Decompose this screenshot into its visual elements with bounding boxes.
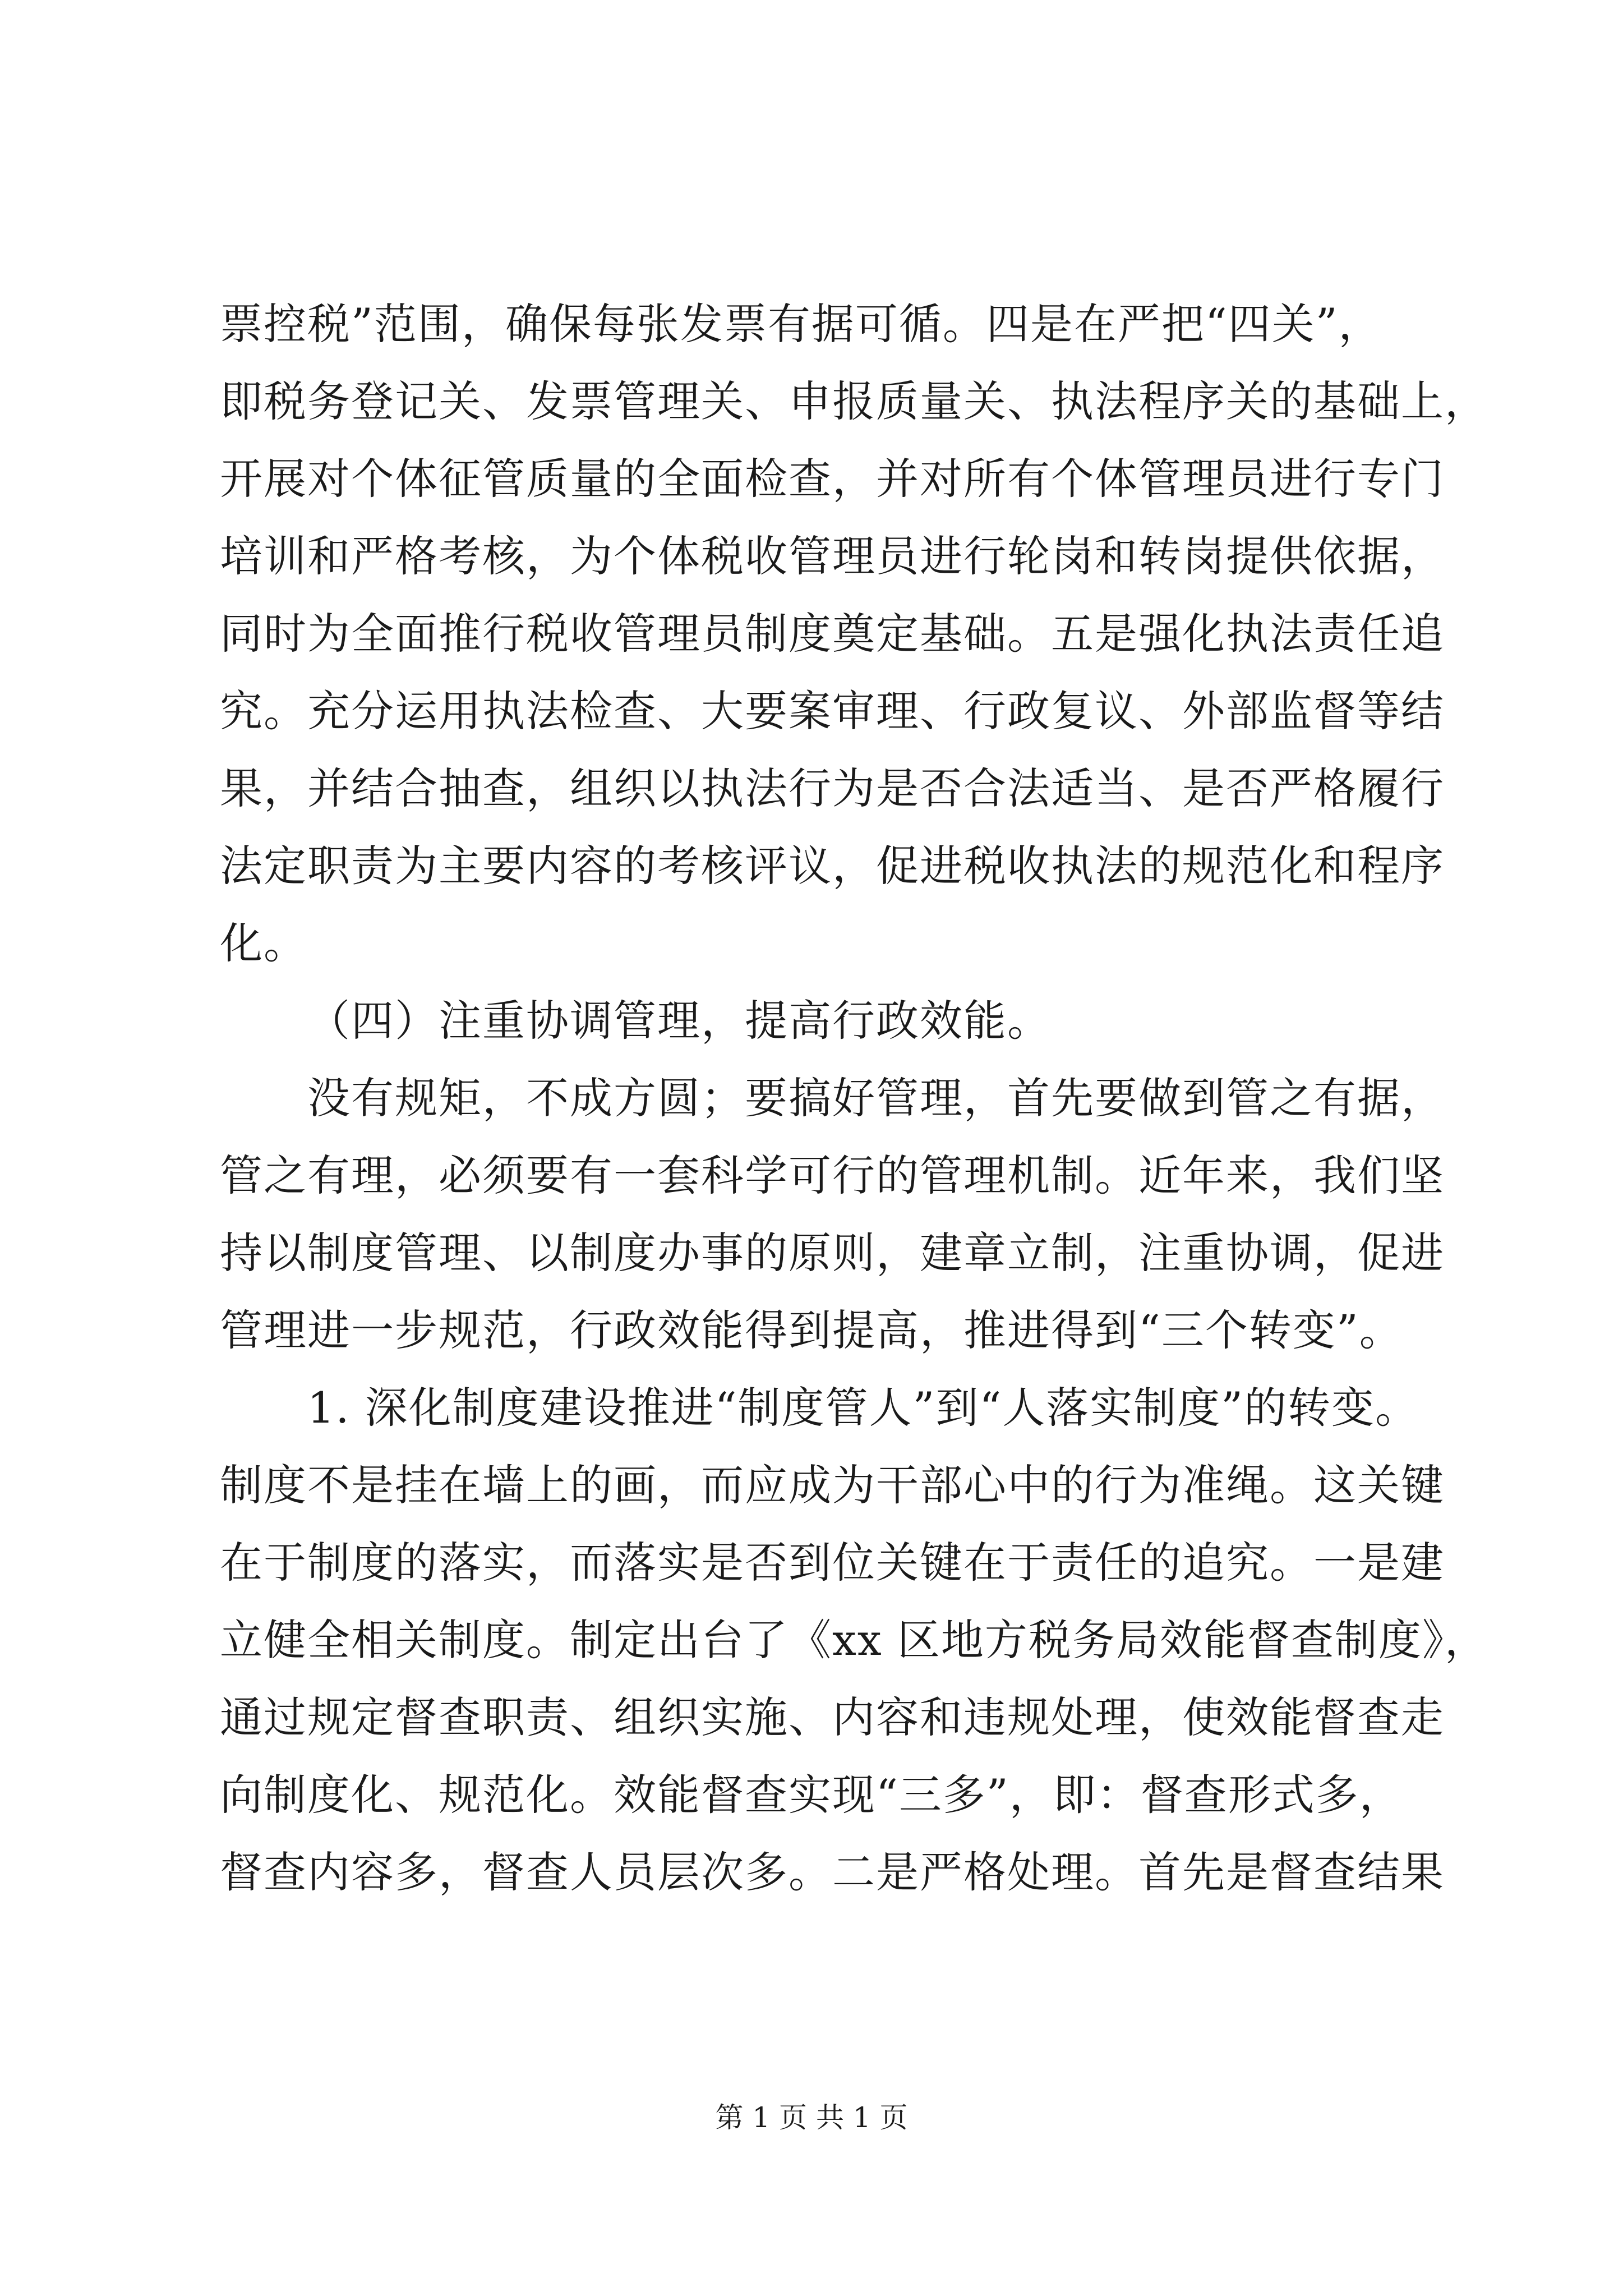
text-line-13: 持以制度管理、以制度办事的原则，建章立制，注重协调，促进 — [220, 1228, 1445, 1278]
text-line-12: 管之有理，必须要有一套科学可行的管理机制。近年来，我们坚 — [220, 1151, 1445, 1200]
text-line-11: 没有规矩，不成方圆；要搞好管理，首先要做到管之有据， — [307, 1073, 1445, 1123]
text-line-6: 究。充分运用执法检查、大要案审理、行政复议、外部监督等结 — [220, 686, 1445, 736]
text-line-9: 化。 — [220, 918, 307, 968]
section-heading: （四）注重协调管理，提高行政效能。 — [307, 996, 1051, 1046]
subsection-heading: 1. 深化制度建设推进“制度管人”到“人落实制度”的转变。 — [307, 1383, 1419, 1433]
text-line-7: 果，并结合抽查，组织以执法行为是否合法适当、是否严格履行 — [220, 763, 1445, 813]
text-line-14: 管理进一步规范，行政效能得到提高，推进得到“三个转变”。 — [220, 1305, 1403, 1355]
text-line-18: 立健全相关制度。制定出台了《xx 区地方税务局效能督查制度》， — [220, 1615, 1488, 1665]
text-line-16: 制度不是挂在墙上的画，而应成为干部心中的行为准绳。这关键 — [220, 1460, 1445, 1510]
page-footer: 第 1 页 共 1 页 — [715, 2101, 908, 2134]
text-line-3: 开展对个体征管质量的全面检查，并对所有个体管理员进行专门 — [220, 454, 1445, 504]
text-line-21: 督查内容多，督查人员层次多。二是严格处理。首先是督查结果 — [220, 1847, 1445, 1897]
text-line-5: 同时为全面推行税收管理员制度奠定基础。五是强化执法责任追 — [220, 609, 1445, 659]
text-line-17: 在于制度的落实，而落实是否到位关键在于责任的追究。一是建 — [220, 1538, 1445, 1588]
text-line-1: 票控税”范围，确保每张发票有据可循。四是在严把“四关”， — [220, 299, 1382, 349]
text-line-4: 培训和严格考核，为个体税收管理员进行轮岗和转岗提供依据， — [220, 531, 1445, 581]
text-line-8: 法定职责为主要内容的考核评议，促进税收执法的规范化和程序 — [220, 841, 1445, 891]
text-line-19: 通过规定督查职责、组织实施、内容和违规处理，使效能督查走 — [220, 1692, 1445, 1742]
text-line-2: 即税务登记关、发票管理关、申报质量关、执法程序关的基础上， — [220, 376, 1488, 426]
text-line-20: 向制度化、规范化。效能督查实现“三多”，即：督查形式多， — [220, 1770, 1403, 1820]
